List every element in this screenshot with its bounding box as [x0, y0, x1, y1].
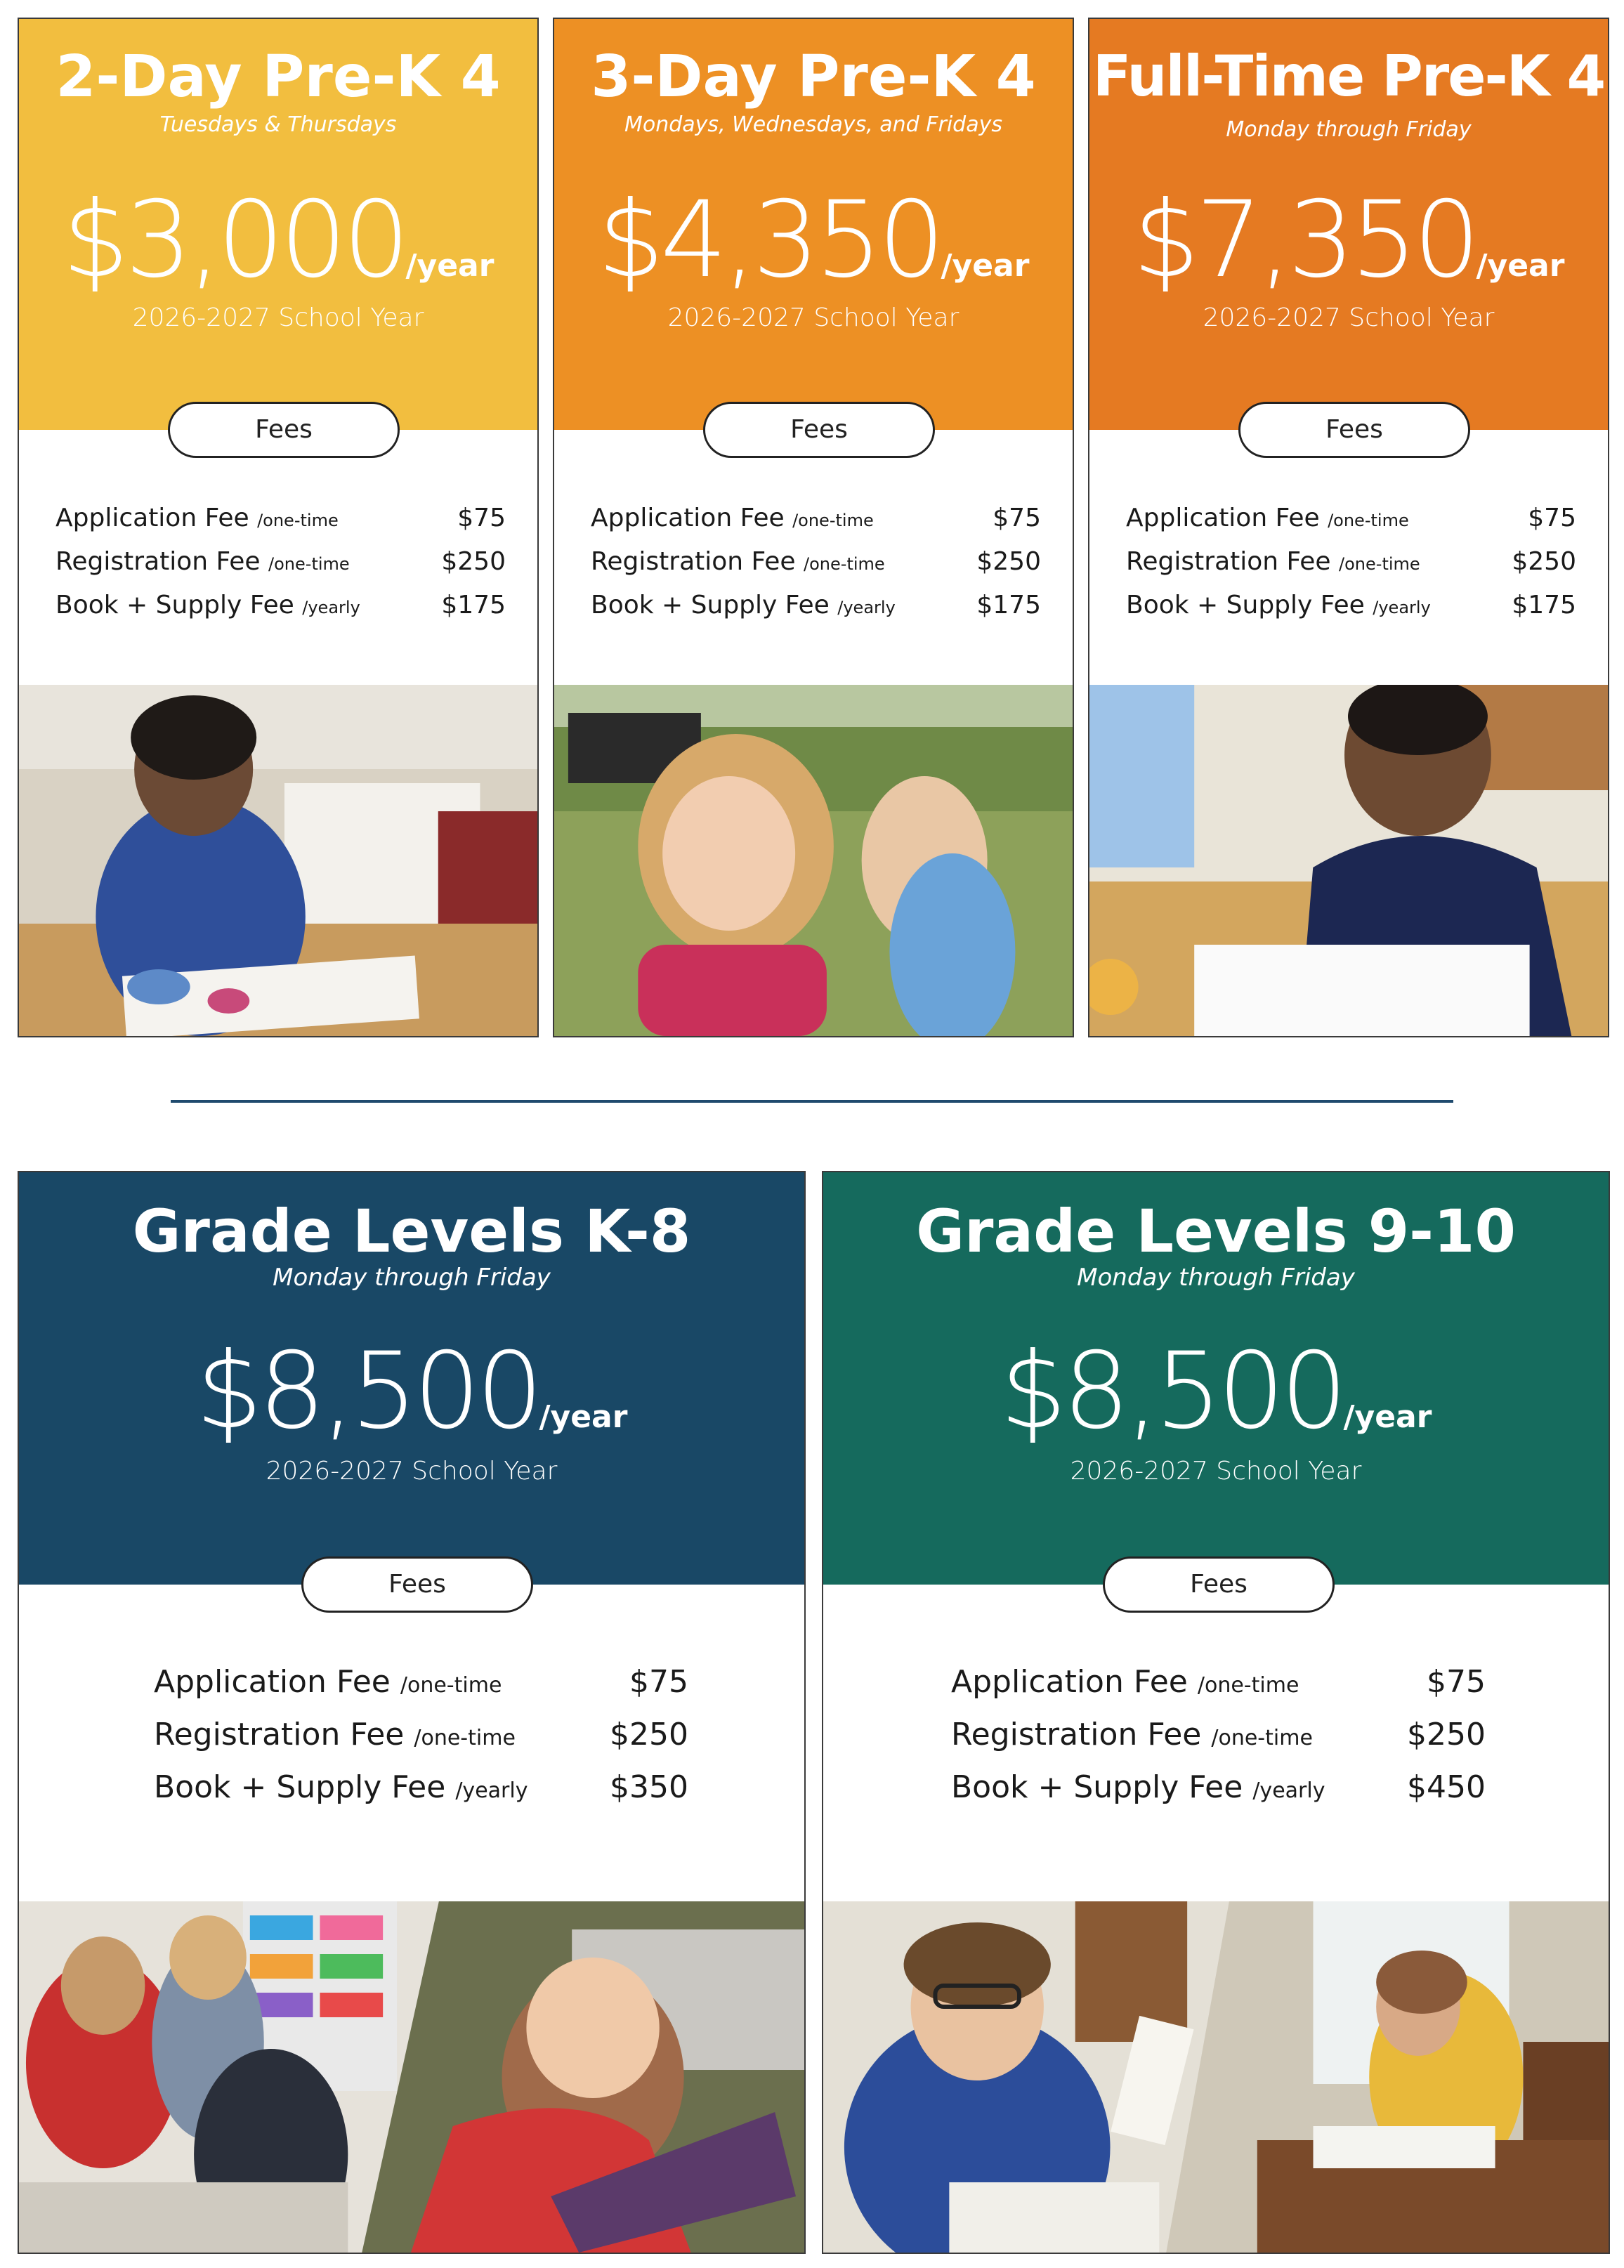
fee-name: Registration Fee — [55, 547, 261, 576]
fee-amount: $250 — [610, 1717, 688, 1752]
price-period: /year — [539, 1399, 628, 1435]
fee-registration — [951, 1717, 1313, 1752]
pricing-card-grades-9-10 — [822, 1171, 1610, 2254]
fee-book-supply — [55, 591, 360, 620]
fee-amount: $250 — [1512, 547, 1576, 576]
price-period: /year — [1343, 1399, 1432, 1435]
fee-amount: $175 — [441, 591, 506, 620]
price-line — [19, 1330, 804, 1453]
fee-application — [951, 1664, 1299, 1700]
fee-name: Book + Supply Fee — [951, 1769, 1243, 1805]
card-title: Full-Time Pre-K 4 — [1092, 44, 1605, 109]
photo-students-9-10 — [823, 1901, 1609, 2253]
price-line — [1089, 179, 1608, 301]
fee-registration — [154, 1717, 516, 1752]
fee-name: Application Fee — [154, 1664, 391, 1700]
fee-name: Application Fee — [591, 504, 785, 532]
school-year: 2026-2027 School Year — [667, 303, 960, 332]
fee-application — [55, 504, 339, 532]
fee-amount: $250 — [976, 547, 1041, 576]
fee-frequency: /one-time — [1211, 1726, 1313, 1750]
fee-book-supply — [591, 591, 896, 620]
price-period: /year — [941, 248, 1030, 284]
fee-book-supply — [154, 1769, 528, 1805]
fee-application — [154, 1664, 502, 1700]
fees-label: Fees — [1238, 402, 1470, 458]
photo-child-gluing — [19, 685, 537, 1036]
fees-label: Fees — [703, 402, 935, 458]
fee-name: Application Fee — [1126, 504, 1320, 532]
price-period: /year — [1476, 248, 1565, 284]
fee-amount: $75 — [1427, 1664, 1486, 1700]
fee-frequency: /one-time — [414, 1726, 516, 1750]
pricing-card-full-time-prek — [1088, 18, 1609, 1037]
fee-frequency: /one-time — [1328, 511, 1409, 530]
card-subtitle: Monday through Friday — [1226, 117, 1472, 142]
fee-amount: $250 — [1407, 1717, 1486, 1752]
price-amount: $4,350 — [597, 179, 941, 301]
card-title: Grade Levels K-8 — [132, 1197, 691, 1266]
card-subtitle: Mondays, Wednesdays, and Fridays — [624, 112, 1002, 137]
fee-frequency: /yearly — [837, 598, 896, 617]
photo-smiling-girl — [554, 685, 1073, 1036]
fee-frequency: /one-time — [268, 554, 350, 574]
fees-label: Fees — [1103, 1556, 1335, 1613]
school-year: 2026-2027 School Year — [1070, 1457, 1362, 1486]
fee-application — [1126, 504, 1409, 532]
fee-frequency: /one-time — [400, 1673, 502, 1698]
fee-frequency: /one-time — [1339, 554, 1420, 574]
school-year: 2026-2027 School Year — [266, 1457, 558, 1486]
fee-name: Book + Supply Fee — [154, 1769, 446, 1805]
pricing-card-grades-k-8 — [18, 1171, 806, 2254]
fee-name: Registration Fee — [154, 1717, 405, 1752]
fees-label: Fees — [168, 402, 400, 458]
school-year: 2026-2027 School Year — [1203, 303, 1495, 332]
photo-students-k8 — [19, 1901, 804, 2253]
card-header — [19, 1172, 804, 1585]
fee-frequency: /yearly — [1252, 1778, 1325, 1803]
school-year: 2026-2027 School Year — [132, 303, 424, 332]
fee-amount: $175 — [976, 591, 1041, 620]
fee-name: Registration Fee — [591, 547, 796, 576]
fee-amount: $350 — [610, 1769, 688, 1805]
fee-frequency: /one-time — [257, 511, 339, 530]
fee-book-supply — [1126, 591, 1431, 620]
card-subtitle: Tuesdays & Thursdays — [159, 112, 397, 137]
fee-name: Application Fee — [951, 1664, 1188, 1700]
photo-boy-drawing — [1089, 685, 1608, 1036]
price-amount: $7,350 — [1132, 179, 1476, 301]
fee-frequency: /yearly — [302, 598, 360, 617]
fees-label: Fees — [301, 1556, 533, 1613]
fee-name: Application Fee — [55, 504, 249, 532]
fee-amount: $75 — [993, 504, 1041, 532]
card-header — [823, 1172, 1609, 1585]
card-title: Grade Levels 9-10 — [916, 1197, 1516, 1266]
price-amount: $8,500 — [195, 1330, 539, 1453]
card-header — [1089, 19, 1608, 430]
fee-application — [591, 504, 874, 532]
fee-amount: $450 — [1407, 1769, 1486, 1805]
card-subtitle: Monday through Friday — [1077, 1264, 1355, 1292]
pricing-card-2-day-prek — [18, 18, 539, 1037]
fee-name: Book + Supply Fee — [55, 591, 294, 620]
section-divider — [171, 1100, 1453, 1103]
card-subtitle: Monday through Friday — [273, 1264, 551, 1292]
price-line — [554, 179, 1073, 301]
price-line — [823, 1330, 1609, 1453]
fee-name: Book + Supply Fee — [1126, 591, 1365, 620]
fee-registration — [55, 547, 350, 576]
fee-amount: $250 — [441, 547, 506, 576]
fee-registration — [591, 547, 885, 576]
fee-frequency: /one-time — [1197, 1673, 1299, 1698]
fee-name: Registration Fee — [951, 1717, 1202, 1752]
fee-amount: $75 — [457, 504, 506, 532]
fee-amount: $175 — [1512, 591, 1576, 620]
fee-name: Registration Fee — [1126, 547, 1331, 576]
price-line — [19, 179, 537, 301]
price-amount: $3,000 — [62, 179, 406, 301]
card-header — [554, 19, 1073, 430]
fee-frequency: /one-time — [804, 554, 885, 574]
pricing-card-3-day-prek — [553, 18, 1074, 1037]
card-title: 3-Day Pre-K 4 — [591, 44, 1036, 110]
price-amount: $8,500 — [1000, 1330, 1344, 1453]
fee-frequency: /yearly — [1373, 598, 1431, 617]
fee-amount: $75 — [629, 1664, 688, 1700]
fee-registration — [1126, 547, 1420, 576]
fee-book-supply — [951, 1769, 1325, 1805]
card-title: 2-Day Pre-K 4 — [55, 44, 501, 110]
fee-name: Book + Supply Fee — [591, 591, 830, 620]
fee-frequency: /one-time — [792, 511, 874, 530]
fee-frequency: /yearly — [455, 1778, 528, 1803]
price-period: /year — [405, 248, 495, 284]
card-header — [19, 19, 537, 430]
fee-amount: $75 — [1528, 504, 1576, 532]
